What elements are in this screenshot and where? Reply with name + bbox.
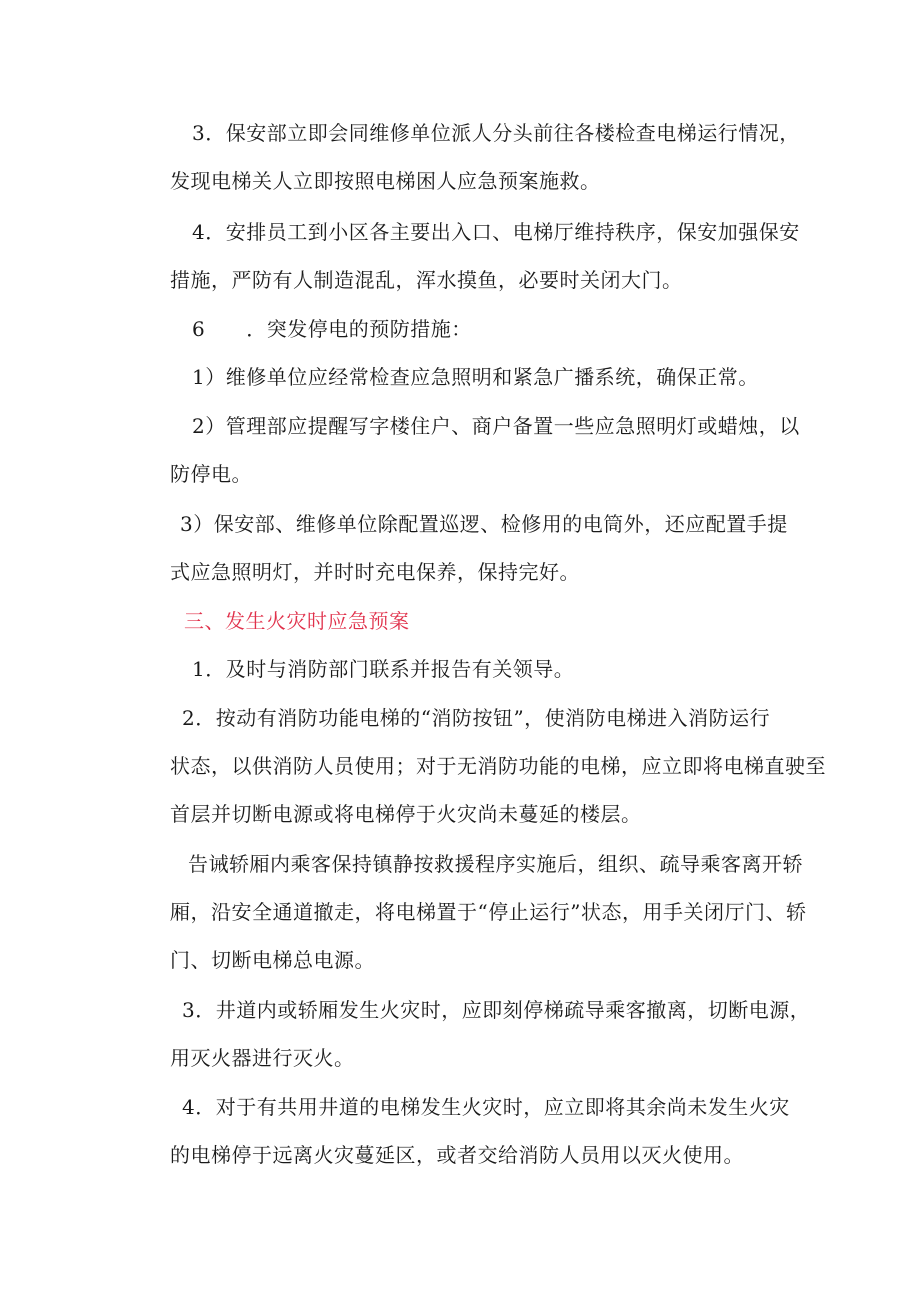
paragraph-2-fire-elevator-button	[170, 694, 826, 838]
text-line: 门、切断电梯总电源。	[170, 948, 375, 972]
text-line: 4．对于有共用井道的电梯发生火灾时，应立即将其余尚未发生火灾	[182, 1095, 790, 1119]
text-line: 厢，沿安全通道撤走，将电梯置于“停止运行”状态，用手关闭厅门、轿	[170, 900, 807, 924]
text-line: 3）保安部、维修单位除配置巡逻、检修用的电筒外，还应配置手提	[180, 512, 788, 536]
paragraph-1-contact-fire-department	[170, 645, 790, 693]
text-line: 发现电梯关人立即按照电梯困人应急预案施救。	[170, 169, 601, 193]
text-line: 措施，严防有人制造混乱，浑水摸鱼，必要时关闭大门。	[170, 268, 683, 292]
paragraph-4-maintain-order	[170, 208, 800, 304]
text-line: 3．井道内或轿厢发生火灾时，应即刻停梯疏导乘客撤离，切断电源，	[182, 998, 811, 1022]
text-line: 4．安排员工到小区各主要出入口、电梯厅维持秩序，保安加强保安	[192, 220, 800, 244]
text-line: 2．按动有消防功能电梯的“消防按钮”，使消防电梯进入消防运行	[182, 706, 771, 730]
paragraph-4-shared-shaft-fire	[170, 1083, 790, 1179]
text-line: 告诫轿厢内乘客保持镇静按救援程序实施后，组织、疏导乘客离开轿	[188, 852, 803, 876]
paragraph-6-power-outage-measures	[170, 305, 790, 353]
text-line: 用灭火器进行灭火。	[170, 1046, 355, 1070]
section-heading-fire-emergency-plan	[170, 597, 790, 645]
text-line: 的电梯停于远离火灾蔓延区，或者交给消防人员用以灭火使用。	[170, 1143, 744, 1167]
text-line: 首层并切断电源或将电梯停于火灾尚未蔓延的楼层。	[170, 802, 642, 826]
text-line: 式应急照明灯，并时时充电保养，保持完好。	[170, 560, 580, 584]
paragraph-3-shaft-car-fire	[170, 986, 811, 1082]
text-line: 2）管理部应提醒写字楼住户、商户备置一些应急照明灯或蜡烛，以	[192, 414, 800, 438]
text-line: 防停电。	[170, 462, 252, 486]
heading-text: 三、发生火灾时应急预案	[184, 609, 410, 633]
text-line: 3．保安部立即会同维修单位派人分头前往各楼检查电梯运行情况，	[192, 121, 800, 145]
item-3-portable-lighting	[170, 500, 790, 596]
paragraph-evacuate-passengers	[170, 840, 807, 984]
text-line: 6 ．突发停电的预防措施：	[192, 317, 472, 341]
paragraph-3-security-check	[170, 109, 800, 205]
text-line: 状态，以供消防人员使用；对于无消防功能的电梯，应立即将电梯直驶至	[170, 754, 826, 778]
item-1-emergency-lighting-check	[170, 353, 790, 401]
text-line: 1．及时与消防部门联系并报告有关领导。	[192, 657, 575, 681]
text-line: 1）维修单位应经常检查应急照明和紧急广播系统，确保正常。	[192, 365, 759, 389]
item-2-prepare-lights-candles	[170, 402, 800, 498]
